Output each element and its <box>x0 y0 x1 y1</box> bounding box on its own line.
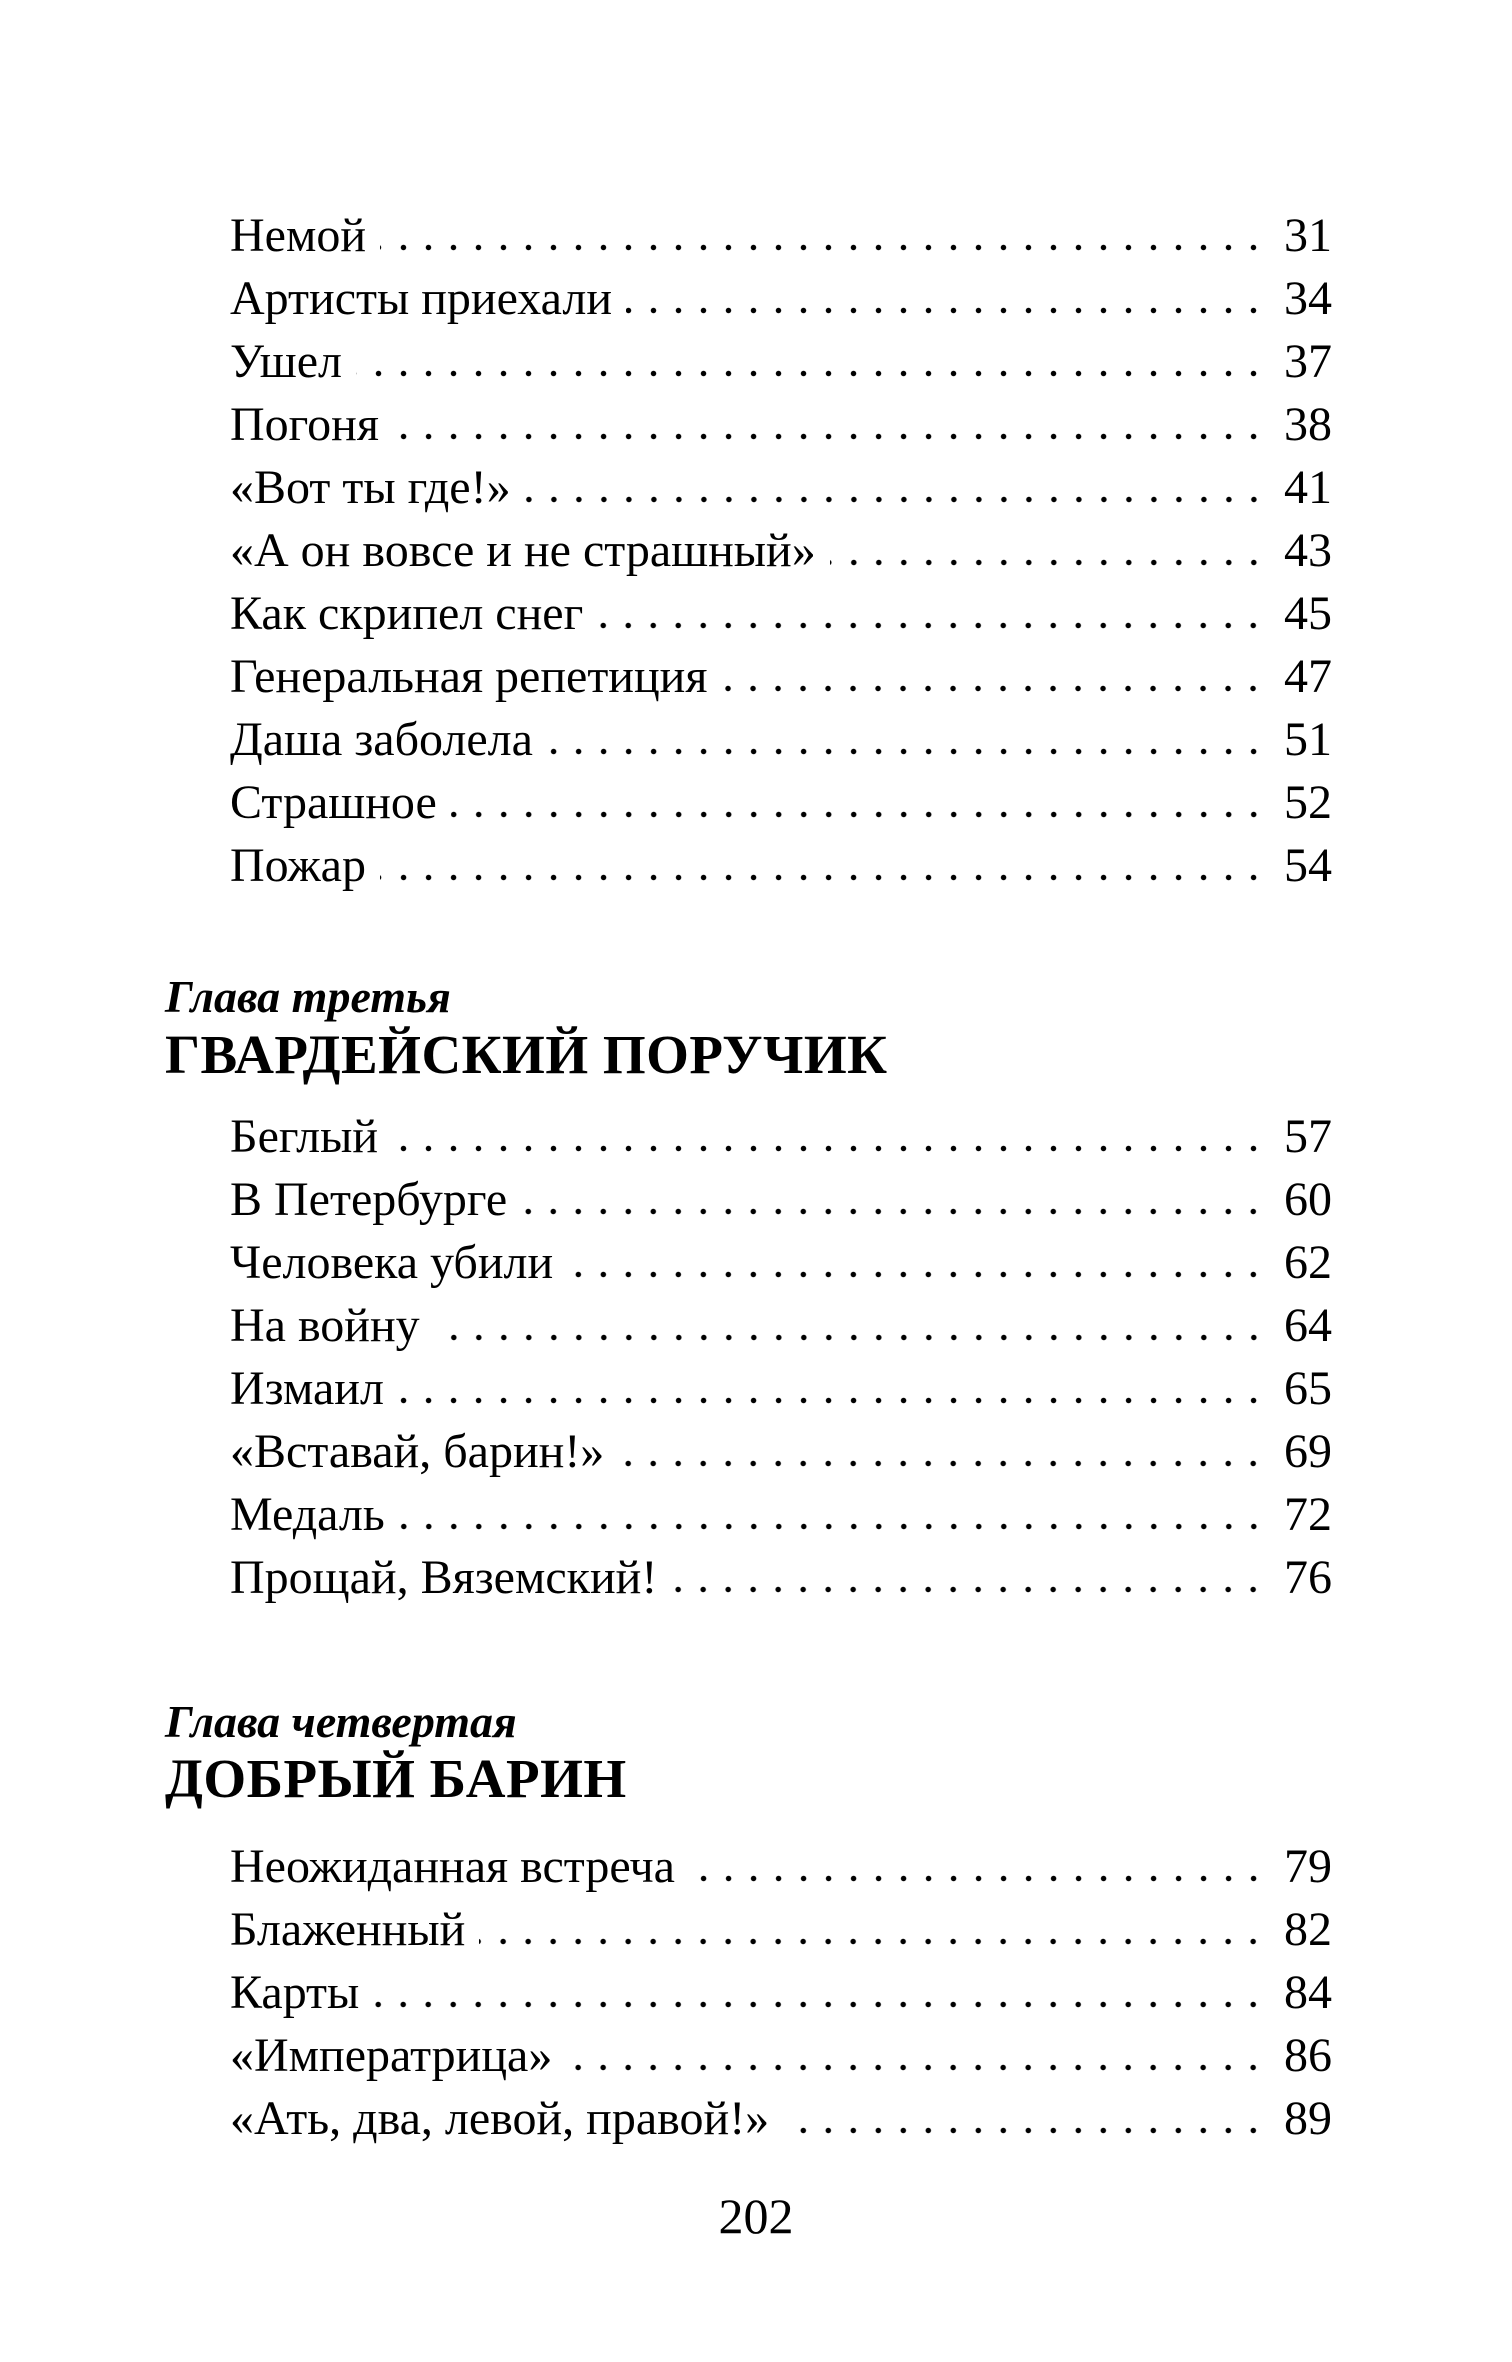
toc-entry <box>230 519 1332 582</box>
dot-leader <box>830 559 1266 566</box>
dot-leader <box>525 496 1266 503</box>
toc-entry-page: 37 <box>1284 335 1332 388</box>
toc-entry-title: Артисты приехали <box>230 272 613 325</box>
toc-entry <box>230 1546 1332 1609</box>
toc-entry-page: 31 <box>1284 209 1332 262</box>
toc-entry-title: Прощай, Вяземский! <box>230 1551 658 1604</box>
dot-leader <box>392 1145 1266 1152</box>
dot-leader <box>434 1334 1266 1341</box>
dot-leader <box>618 1460 1266 1467</box>
dot-leader <box>671 1586 1266 1593</box>
toc-entry-page: 62 <box>1284 1236 1332 1289</box>
toc-entry <box>230 1105 1332 1168</box>
dot-leader <box>783 2127 1266 2134</box>
toc-entry <box>230 1898 1332 1961</box>
toc-section-chapter-4 <box>230 1835 1332 2150</box>
toc-entry <box>230 582 1332 645</box>
toc-entry <box>230 267 1332 330</box>
toc-entry-page: 54 <box>1284 839 1332 892</box>
toc-entry <box>230 708 1332 771</box>
toc-section-continued <box>230 204 1332 897</box>
toc-entry-title: Немой <box>230 209 367 262</box>
toc-entry-title: Погоня <box>230 398 379 451</box>
toc-entry <box>230 2087 1332 2150</box>
dot-leader <box>479 1938 1266 1945</box>
dot-leader <box>689 1875 1266 1882</box>
toc-entry-title: Блаженный <box>230 1903 466 1956</box>
toc-entry <box>230 2024 1332 2087</box>
toc-entry-title: Карты <box>230 1966 360 2019</box>
chapter-title: ДОБРЫЙ БАРИН <box>165 1748 627 1809</box>
toc-entry-title: Беглый <box>230 1110 379 1163</box>
chapter-label: Глава четвертая <box>165 1696 517 1747</box>
dot-leader <box>566 2064 1266 2071</box>
toc-section-chapter-3 <box>230 1105 1332 1609</box>
toc-entry-title: «Императрица» <box>230 2029 553 2082</box>
toc-entry <box>230 834 1332 897</box>
toc-entry-page: 43 <box>1284 524 1332 577</box>
toc-entry <box>230 771 1332 834</box>
toc-entry-page: 47 <box>1284 650 1332 703</box>
page-number-footer: 202 <box>718 2188 794 2244</box>
dot-leader <box>597 622 1266 629</box>
toc-entry-page: 65 <box>1284 1362 1332 1415</box>
toc-entry-page: 45 <box>1284 587 1332 640</box>
toc-entry-page: 72 <box>1284 1488 1332 1541</box>
toc-entry <box>230 1835 1332 1898</box>
dot-leader <box>721 685 1266 692</box>
toc-entry-title: «Ать, два, левой, правой!» <box>230 2092 770 2145</box>
dot-leader <box>567 1271 1266 1278</box>
chapter-label: Глава третья <box>165 971 451 1022</box>
toc-entry-page: 69 <box>1284 1425 1332 1478</box>
toc-entry-title: Пожар <box>230 839 366 892</box>
dot-leader <box>393 433 1266 440</box>
toc-entry <box>230 330 1332 393</box>
toc-entry-title: Человека убили <box>230 1236 554 1289</box>
toc-entry <box>230 456 1332 519</box>
toc-entry-title: «Вот ты где!» <box>230 461 511 514</box>
toc-entry <box>230 1483 1332 1546</box>
toc-entry <box>230 1168 1332 1231</box>
toc-entry-title: Как скрипел снег <box>230 587 584 640</box>
toc-entry-page: 89 <box>1284 2092 1332 2145</box>
toc-entry-page: 86 <box>1284 2029 1332 2082</box>
toc-entry <box>230 204 1332 267</box>
toc-entry-page: 84 <box>1284 1966 1332 2019</box>
dot-leader <box>626 307 1266 314</box>
toc-entry <box>230 1231 1332 1294</box>
dot-leader <box>451 811 1266 818</box>
toc-entry <box>230 1420 1332 1483</box>
toc-entry-page: 52 <box>1284 776 1332 829</box>
toc-entry <box>230 393 1332 456</box>
toc-entry <box>230 645 1332 708</box>
toc-entry-page: 76 <box>1284 1551 1332 1604</box>
toc-entry-title: Медаль <box>230 1488 385 1541</box>
toc-entry-title: Страшное <box>230 776 437 829</box>
toc-entry-title: Ушел <box>230 335 342 388</box>
toc-entry-page: 34 <box>1284 272 1332 325</box>
toc-entry-page: 64 <box>1284 1299 1332 1352</box>
dot-leader <box>521 1208 1266 1215</box>
toc-entry-title: В Петербурге <box>230 1173 508 1226</box>
dot-leader <box>356 370 1266 377</box>
chapter-title: ГВАРДЕЙСКИЙ ПОРУЧИК <box>165 1024 888 1085</box>
toc-entry-page: 79 <box>1284 1840 1332 1893</box>
dot-leader <box>547 748 1266 755</box>
toc-entry-page: 51 <box>1284 713 1332 766</box>
toc-entry-title: «А он вовсе и не страшный» <box>230 524 816 577</box>
toc-entry-page: 57 <box>1284 1110 1332 1163</box>
toc-entry-page: 60 <box>1284 1173 1332 1226</box>
dot-leader <box>380 874 1266 881</box>
toc-entry-page: 82 <box>1284 1903 1332 1956</box>
toc-entry-title: На войну <box>230 1299 420 1352</box>
toc-entry <box>230 1961 1332 2024</box>
dot-leader <box>398 1397 1266 1404</box>
toc-entry <box>230 1357 1332 1420</box>
toc-entry-page: 41 <box>1284 461 1332 514</box>
dot-leader <box>373 2001 1266 2008</box>
toc-entry-title: Неожиданная встреча <box>230 1840 675 1893</box>
toc-entry-title: Измаил <box>230 1362 384 1415</box>
dot-leader <box>380 244 1266 251</box>
toc-entry-title: «Вставай, барин!» <box>230 1425 605 1478</box>
toc-entry-title: Даша заболела <box>230 713 533 766</box>
toc-entry <box>230 1294 1332 1357</box>
toc-entry-title: Генеральная репетиция <box>230 650 708 703</box>
toc-entry-page: 38 <box>1284 398 1332 451</box>
dot-leader <box>399 1523 1266 1530</box>
